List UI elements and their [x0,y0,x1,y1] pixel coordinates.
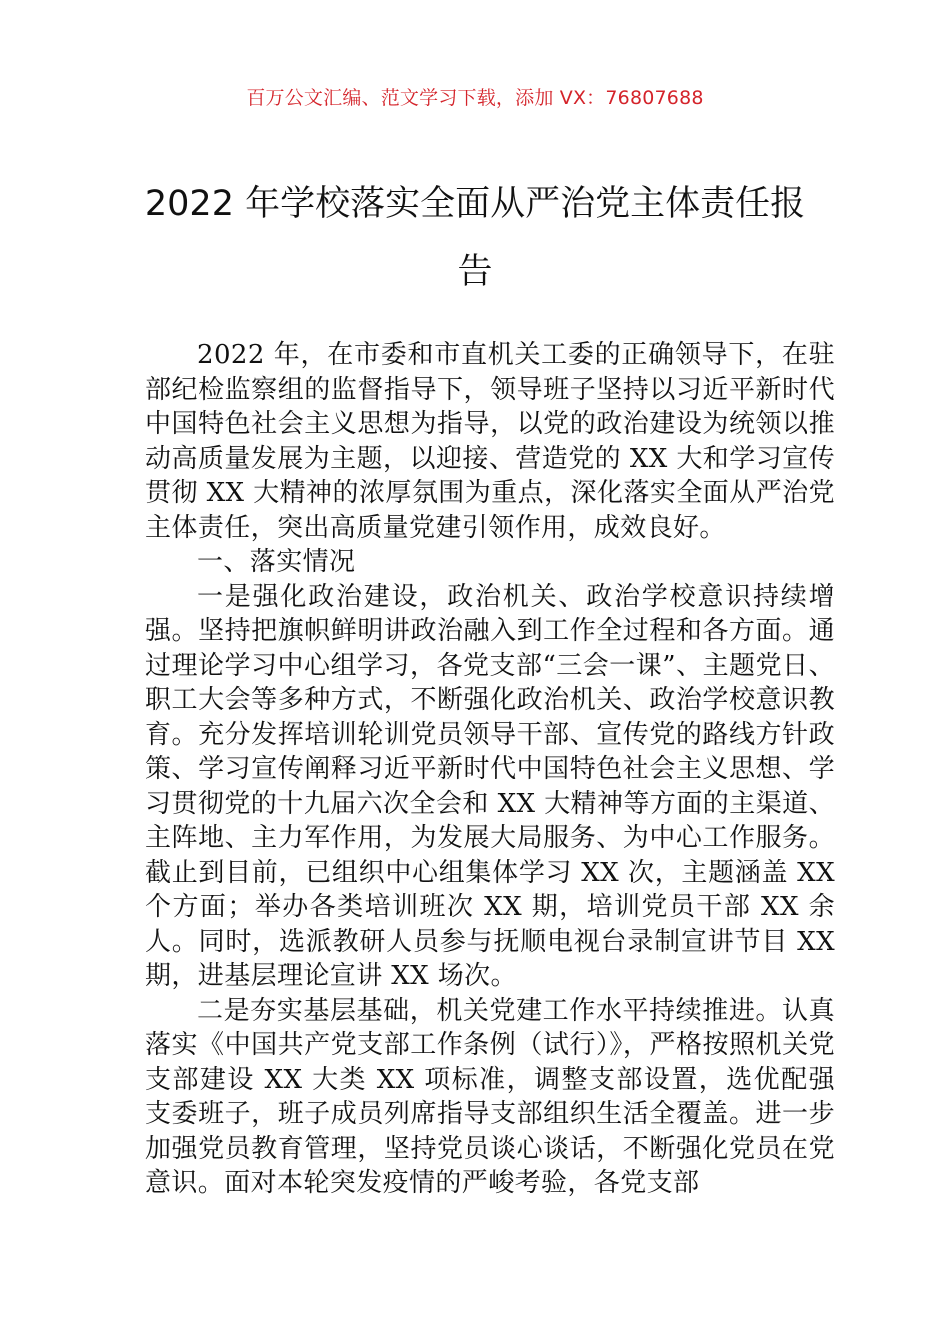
document-title: 2022 年学校落实全面从严治党主体责任报告 [144,184,806,292]
paragraph-political-building: 一是强化政治建设，政治机关、政治学校意识持续增强。坚持把旗帜鲜明讲政治融入到工作全过程和各方面。通过理论学习中心组学习，各党支部“三会一课”、主题党日、职工大会等多种方式，不断强化政治机关、政治学校意识教育。充分发挥培训轮训党员领导干部、宣传党的路线方针政策、学习宣传阐释习近平新时代中国特色社会主义思想、学习贯彻党的十九届六次全会和 XX 大精神等方面的主渠道、主阵地、主力军作用，为发展大局服务、为中心工作服务。截止到目前，已组织中心组集体学习 XX 次，主题涵盖 XX 个方面；举办各类培训班次 XX 期，培训党员干部 XX 余人。同时，选派教研人员参与抚顺电视台录制宣讲节目 XX 期，进基层理论宣讲 XX 场次。 [145,581,835,991]
paragraph-grassroots: 二是夯实基层基础，机关党建工作水平持续推进。认真落实《中国共产党支部工作条例（试行）》，严格按照机关党支部建设 XX 大类 XX 项标准，调整支部设置，选优配强支委班子，班子成员列席指导支部组织生活全覆盖。进一步加强党员教育管理，坚持党员谈心谈话，不断强化党员在党意识。面对本轮突发疫情的严峻考验，各党支部 [145,995,835,1198]
header-note: 百万公文汇编、范文学习下载，添加 VX：76807688 [246,87,704,109]
section-heading: 一、落实情况 [197,547,356,577]
document-body [145,338,835,1201]
paragraph-intro: 2022 年，在市委和市直机关工委的正确领导下，在驻部纪检监察组的监督指导下，领导班子坚持以习近平新时代中国特色社会主义思想为指导，以党的政治建设为统领以推动高质量发展为主题，以迎接、营造党的 XX 大和学习宣传贯彻 XX 大精神的浓厚氛围为重点，深化落实全面从严治党主体责任，突出高质量党建引领作用，成效良好。 [145,340,835,543]
